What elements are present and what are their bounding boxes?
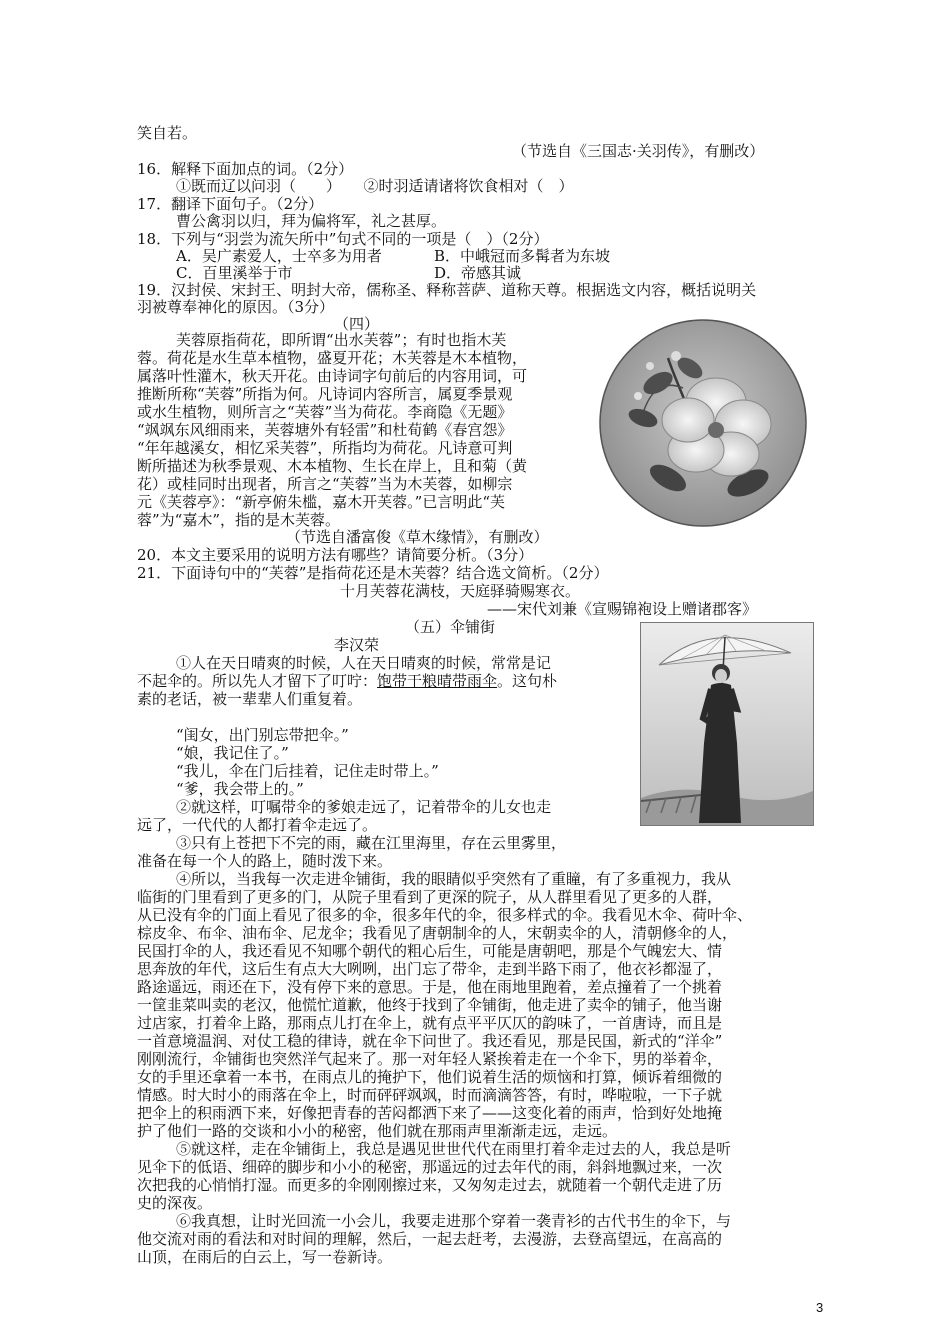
- passage5-p4: 路途遥远，雨还在下，没有停下来的意思。于是，他在雨地里跑着，差点撞着了一个挑着: [137, 978, 723, 996]
- q18-option-c: C．百里溪举于市: [176, 264, 293, 282]
- q18-option-a: A．吴广素爱人，士卒多为用者: [176, 247, 382, 265]
- passage5-p3: ③只有上苍把下不完的雨，藏在江里海里，存在云里雾里，: [176, 834, 567, 852]
- passage5-p4: 过店家，打着伞上路，那雨点儿打在伞上，就有点平平仄仄的韵味了，一首唐诗，而且是: [137, 1014, 723, 1032]
- passage5-p4: 思奔放的年代，这后生有点大大咧咧，出门忘了带伞，走到半路下雨了，他衣衫都湿了，: [137, 960, 723, 978]
- passage5-author: 李汉荣: [334, 636, 380, 654]
- q16-options: ①既而辽以问羽（ ） ②时羽适请诸将饮食相对（ ）: [176, 177, 574, 195]
- passage5-heading: （五）伞铺街: [405, 618, 496, 636]
- passage4-line: 花）或桂同时出现者，所言之“芙蓉”当为木芙蓉，如柳宗: [137, 475, 513, 493]
- q18-stem: 18．下列与“羽尝为流矢所中”句式不同的一项是（ ）（2分）: [137, 230, 549, 248]
- passage4-line: “年年越溪女，相忆采芙蓉”，所指均为荷花。凡诗意可判: [137, 439, 513, 457]
- passage4-line: 元《芙蓉亭》：“新亭俯朱槛，嘉木开芙蓉。”已言明此“芙: [137, 493, 506, 511]
- passage5-p4: 女的手里还拿着一本书，在雨点儿的掩护下，他们说着生活的烦恼和打算，倾诉着细微的: [137, 1068, 723, 1086]
- passage4-line: 断所描述为秋季景观、木本植物、生长在岸上，且和菊（黄: [137, 457, 528, 475]
- passage4-line: 属落叶性灌木，秋天开花。由诗词字句前后的内容用词，可: [137, 367, 528, 385]
- passage5-p4: ④所以，当我每一次走进伞铺街，我的眼睛似乎突然有了重瞳，有了多重视力，我从: [176, 870, 732, 888]
- p1-underlined-proverb: 饱带干粮晴带雨伞: [377, 672, 498, 690]
- passage3-end: 笑自若。: [137, 124, 198, 142]
- passage5-p4: 护了他们一路的交谈和小小的秘密，他们就在那雨声里渐渐走远，走远。: [137, 1122, 618, 1140]
- passage5-p4: 一首意境温润、对仗工稳的律诗，就在伞下问世了。我还看见，那是民国，新式的“洋伞”: [137, 1032, 723, 1050]
- passage5-p4: 临街的门里看到了更多的门，从院子里看到了更深的院子，从人群里看见了更多的人群，: [137, 888, 723, 906]
- q17-sentence: 曹公禽羽以归，拜为偏将军，礼之甚厚。: [176, 212, 447, 230]
- passage4-line: 蓉。荷花是水生草本植物，盛夏开花；木芙蓉是木本植物，: [137, 349, 528, 367]
- q16-stem: 16．解释下面加点的词。（2分）: [137, 160, 354, 178]
- passage5-p4: 情感。时大时小的雨落在伞上，时而砰砰飒飒，时而滴滴答答，有时，哗啦啦，一下子就: [137, 1086, 723, 1104]
- passage5-p4: 刚刚流行，伞铺街也突然洋气起来了。那一对年轻人紧挨着走在一个伞下，男的举着伞，: [137, 1050, 723, 1068]
- q21: 21．下面诗句中的“芙蓉”是指荷花还是木芙蓉？结合选文简析。（2分）: [137, 564, 609, 582]
- passage5-p1: ①人在天日晴爽的时候，人在天日晴爽的时候，常常是记: [176, 654, 552, 672]
- passage5-p2: 远了，一代代的人都打着伞走远了。: [137, 816, 378, 834]
- passage4-line: 芙蓉原指荷花，即所谓“出水芙蓉”；有时也指木芙: [176, 331, 507, 349]
- passage5-p2: ②就这样，叮嘱带伞的爹娘走远了，记着带伞的儿女也走: [176, 798, 552, 816]
- passage4-line: 或水生植物，则所言之“芙蓉”当为荷花。李商隐《无题》: [137, 403, 513, 421]
- hibiscus-painting: [598, 318, 808, 528]
- passage5-p3: 准备在每一个人的路上，随时泼下来。: [137, 852, 393, 870]
- passage5-p4: 一筐韭菜叫卖的老汉，他慌忙道歉，他终于找到了伞铺街，他走进了卖伞的铺子，他当谢: [137, 996, 723, 1014]
- passage4-line: 蓉”为“嘉木”，指的是木芙蓉。: [137, 511, 341, 529]
- passage5-p4: 把伞上的积雨洒下来，好像把青春的苦闷都洒下来了——这变化着的雨声，恰到好处地掩: [137, 1104, 723, 1122]
- q20: 20．本文主要采用的说明方法有哪些？请简要分析。（3分）: [137, 546, 534, 564]
- p1-text: 不起伞的。所以先人才留下了叮咛：: [137, 672, 378, 690]
- passage5-p1: 素的老话，被一辈辈人们重复着。: [137, 690, 363, 708]
- passage4-heading: （四）: [334, 315, 380, 333]
- q17-stem: 17．翻译下面句子。（2分）: [137, 195, 324, 213]
- q18-option-d: D．帝感其诚: [434, 264, 522, 282]
- passage5-p6: 山顶，在雨后的白云上，写一卷新诗。: [137, 1248, 393, 1266]
- passage5-p4: 从已没有伞的门面上看见了很多的伞，很多年代的伞，很多样式的伞。我看见木伞、荷叶伞、: [137, 906, 753, 924]
- dialog-line: “我儿，伞在门后挂着，记住走时带上。”: [176, 762, 439, 780]
- umbrella-woman-photo: [640, 622, 814, 826]
- passage3-source: （节选自《三国志·关羽传》，有删改）: [512, 142, 765, 160]
- p1-text: 。这句朴: [497, 672, 558, 690]
- poem-source: ——宋代刘兼《宣赐锦袍设上赠诸郡客》: [487, 600, 758, 618]
- q18-option-b: B．中峨冠而多髯者为东坡: [434, 247, 611, 265]
- dialog-line: “娘，我记住了。”: [176, 744, 289, 762]
- dialog-line: “爹，我会带上的。”: [176, 780, 304, 798]
- passage5-p1: [137, 672, 557, 690]
- passage5-p5: 次把我的心悄悄打湿。而更多的伞刚刚擦过来，又匆匆走过去，就随着一个朝代走进了历: [137, 1176, 723, 1194]
- passage5-p5: 见伞下的低语、细碎的脚步和小小的秘密，那遥远的过去年代的雨，斜斜地飘过来，一次: [137, 1158, 723, 1176]
- passage5-p4: 棕皮伞、布伞、油布伞、尼龙伞；我看见了唐朝制伞的人，宋朝卖伞的人，清朝修伞的人，: [137, 924, 738, 942]
- passage4-source: （节选自潘富俊《草木缘情》，有删改）: [286, 528, 549, 546]
- passage4-line: “飒飒东风细雨来，芙蓉塘外有轻雷”和杜荀鹤《春宫怨》: [137, 421, 513, 439]
- q19-line1: 19．汉封侯、宋封王、明封大帝，儒称圣、释称菩萨、道称天尊。根据选文内容，概括说明关: [137, 281, 757, 299]
- poem-line: 十月芙蓉花满枝，天庭驿骑赐寒衣。: [340, 582, 581, 600]
- dialog-line: “闺女，出门别忘带把伞。”: [176, 726, 349, 744]
- page-number: 3: [816, 1300, 824, 1315]
- passage4-line: 推断所称“芙蓉”所指为何。凡诗词内容所言，属夏季景观: [137, 385, 513, 403]
- passage5-p5: ⑤就这样，走在伞铺街上，我总是遇见世世代代在雨里打着伞走过去的人，我总是听: [176, 1140, 732, 1158]
- passage5-p5: 史的深夜。: [137, 1194, 213, 1212]
- q19-line2: 羽被尊奉神化的原因。（3分）: [137, 298, 335, 316]
- passage5-p6: 他交流对雨的看法和对时间的理解，然后，一起去赶考，去漫游，去登高望远，在高高的: [137, 1230, 723, 1248]
- passage5-p4: 民国打伞的人，我还看见不知哪个朝代的粗心后生，可能是唐朝吧，那是个气魄宏大、情: [137, 942, 723, 960]
- passage5-p6: ⑥我真想，让时光回流一小会儿，我要走进那个穿着一袭青衫的古代书生的伞下，与: [176, 1212, 732, 1230]
